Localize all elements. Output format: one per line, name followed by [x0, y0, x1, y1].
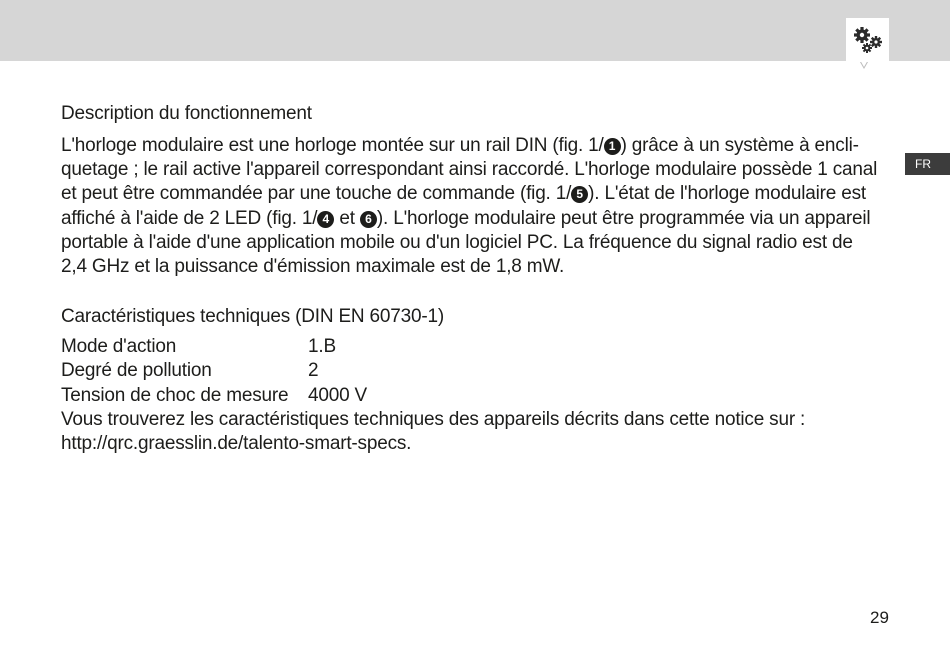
spec-row: [61, 359, 367, 383]
spec-row: [61, 384, 367, 408]
header-band: [0, 0, 950, 61]
figure-callout-4: 4: [317, 211, 334, 228]
description-text-1: L'horloge modulaire est une horloge montée sur un rail DIN (fig. 1/: [61, 135, 604, 156]
language-tab: FR: [905, 153, 950, 175]
spec-label: Tension de choc de mesure: [61, 384, 289, 406]
main-content: [61, 100, 881, 456]
description-text-2: ) grâce à un système à encli-quetage ; le rail active l'appareil correspondant ainsi raccordé. L'horloge modulaire possède 1 canal et peut être commandée par une touche de commande (fig. 1/: [61, 135, 878, 205]
specs-note: Vous trouverez les caractéristiques techniques des appareils décrits dans cette notice sur : http://qrc.graesslin.de/talento-smart-specs.: [61, 408, 806, 455]
spec-value: 4000 V: [308, 384, 368, 406]
description-text-3: ). L'état de l'horloge modulaire est affiché à l'aide de 2 LED (fig. 1/: [61, 183, 866, 229]
spec-value: 1.B: [308, 336, 336, 358]
figure-callout-1: 1: [604, 138, 621, 155]
specs-heading: Caractéristiques techniques (DIN EN 60730-1): [61, 306, 444, 328]
figure-callout-5: 5: [571, 186, 588, 203]
figure-callout-6: 6: [360, 211, 377, 228]
description-text-4: et: [334, 207, 360, 229]
page-number: 29: [870, 608, 889, 627]
description-paragraph: [61, 134, 881, 279]
spec-value: 2: [308, 360, 319, 382]
description-heading: Description du fonctionnement: [61, 103, 312, 124]
specs-table: [61, 335, 367, 408]
gears-icon: [846, 18, 889, 61]
spec-row: [61, 335, 367, 359]
description-text-5: ). L'horloge modulaire peut être programmée via un appareil portable à l'aide d'une application mobile ou d'un logiciel PC. La fréquence du signal radio est de 2,4 GHz et la puissance d'émission maximale est de 1,8 mW.: [61, 207, 871, 278]
spec-label: Mode d'action: [61, 336, 177, 358]
spec-label: Degré de pollution: [61, 360, 212, 382]
